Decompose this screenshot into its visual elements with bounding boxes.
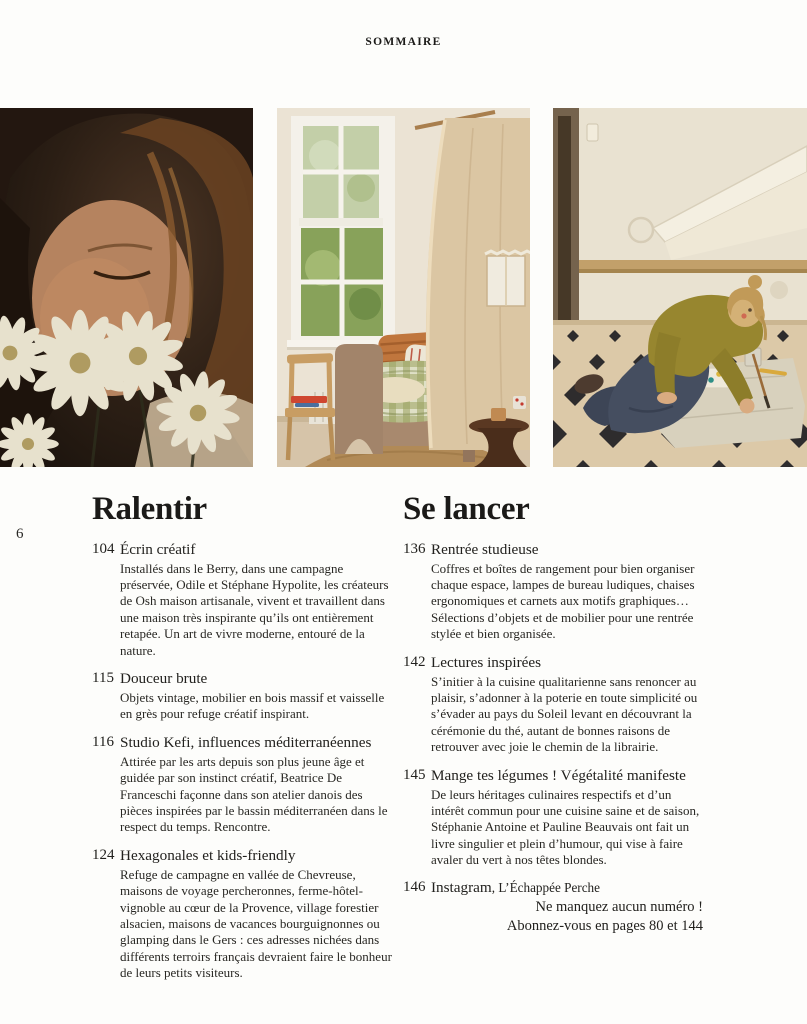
toc-entry-145 bbox=[403, 766, 707, 869]
section-ralentir bbox=[92, 492, 394, 991]
entry-title-suffix: , L’Échappée Perche bbox=[491, 880, 600, 896]
entry-title bbox=[431, 878, 707, 898]
entry-title: Écrin créatif bbox=[120, 540, 196, 558]
subscribe-line2: Abonnez-vous en pages 80 et 144 bbox=[506, 917, 703, 934]
entry-body bbox=[120, 733, 394, 836]
entry-page-number: 145 bbox=[403, 766, 426, 783]
entry-page-number: 124 bbox=[92, 846, 115, 863]
toc-entry-146 bbox=[403, 878, 707, 899]
toc-entry-115 bbox=[92, 669, 394, 723]
photo-portrait-child-with-daisies bbox=[0, 108, 253, 467]
entry-description: Coffres et boîtes de rangement pour bien organiser chaque espace, lampes de bureau ludiques, chaises ergonomiques et carnets aux motifs graphiques… Sélections d’objets et de mobilier pour une rentrée stylée et bien organisée. bbox=[431, 560, 695, 642]
entry-description: Attirée par les arts depuis son plus jeune âge et guidée par son instinct créatif, Beatrice De Franceschi façonne dans son atelier danois des pièces inspirées par le bassin méditerranéen dans le respect du temps. Rencontre. bbox=[120, 753, 388, 835]
page-title: SOMMAIRE bbox=[365, 36, 442, 48]
entry-page-number: 104 bbox=[92, 540, 115, 557]
entry-page-number: 136 bbox=[403, 540, 426, 557]
subscribe-note bbox=[507, 898, 703, 936]
entry-title: Douceur brute bbox=[120, 669, 208, 687]
entry-body bbox=[431, 878, 707, 899]
page-number: 6 bbox=[16, 526, 24, 542]
subscribe-line1: Ne manquez aucun numéro ! bbox=[535, 899, 703, 915]
photo-child-painting-on-tiled-floor bbox=[553, 108, 807, 467]
entry-title: Hexagonales et kids-friendly bbox=[120, 846, 296, 864]
entry-body bbox=[120, 669, 394, 723]
toc-entry-124 bbox=[92, 846, 394, 982]
entry-title: Rentrée studieuse bbox=[431, 540, 539, 558]
entry-body bbox=[431, 540, 707, 643]
entry-title: Lectures inspirées bbox=[431, 653, 542, 671]
section-title-ralentir: Ralentir bbox=[92, 491, 207, 527]
entry-title: Studio Kefi, influences méditerranéennes bbox=[120, 733, 372, 751]
entry-description: De leurs héritages culinaires respectifs et d’un intérêt commun pour une cuisine saine et de saison, Stéphanie Antoine et Pauline Beauvais ont fait un livre singulier et plein d’humour, qui vise à faire avaler du vert à nos têtes blondes. bbox=[431, 786, 700, 868]
bedroom-illustration bbox=[277, 108, 530, 467]
toc-entry-142 bbox=[403, 653, 707, 756]
entry-page-number: 142 bbox=[403, 653, 426, 670]
entry-body bbox=[431, 653, 707, 756]
entry-page-number: 116 bbox=[92, 733, 114, 750]
entry-description: Refuge de campagne en vallée de Chevreuse, maisons de voyage percheronnes, ferme-hôtel-vignoble au cœur de la Provence, village forestier alsacien, maisons de vacances bourguignonnes ou glamping dans le Gers : ces adresses nichées dans différents terroirs français devraient faire le bonheur de leurs petits visiteurs. bbox=[120, 866, 392, 981]
section-se-lancer bbox=[403, 492, 707, 910]
toc-entry-104 bbox=[92, 540, 394, 659]
entry-title-main: Instagram bbox=[431, 879, 492, 897]
entry-body bbox=[120, 846, 394, 982]
toc-entry-136 bbox=[403, 540, 707, 643]
entry-page-number: 146 bbox=[403, 879, 426, 896]
photo-strip bbox=[0, 108, 807, 467]
entry-body bbox=[120, 540, 394, 659]
entry-description: Installés dans le Berry, dans une campagne préservée, Odile et Stéphane Hypolite, les créateurs de Osh maison artisanale, vivent et travaillent dans une maison très inspirante qu’ils ont entièrement retapée. Un art de vivre moderne, entouré de la nature. bbox=[120, 560, 389, 658]
painting-scene-illustration bbox=[553, 108, 807, 467]
entry-description: S’initier à la cuisine qualitarienne sans renoncer au plaisir, s’adonner à la poterie en toute simplicité ou s’évader au pays du Soleil levant en découvrant la cérémonie du thé, autant de bonnes raisons de retrouver avec joie le chemin de la librairie. bbox=[431, 673, 698, 755]
photo-kids-bedroom-canopy-bed bbox=[277, 108, 530, 467]
toc-entry-116 bbox=[92, 733, 394, 836]
entry-title: Mange tes légumes ! Végétalité manifeste bbox=[431, 766, 686, 784]
portrait-illustration bbox=[0, 108, 253, 467]
section-title-se-lancer: Se lancer bbox=[403, 491, 530, 527]
entry-description: Objets vintage, mobilier en bois massif et vaisselle en grès pour refuge créatif inspirant. bbox=[120, 690, 385, 722]
entry-body bbox=[431, 766, 707, 869]
entry-page-number: 115 bbox=[92, 669, 114, 686]
